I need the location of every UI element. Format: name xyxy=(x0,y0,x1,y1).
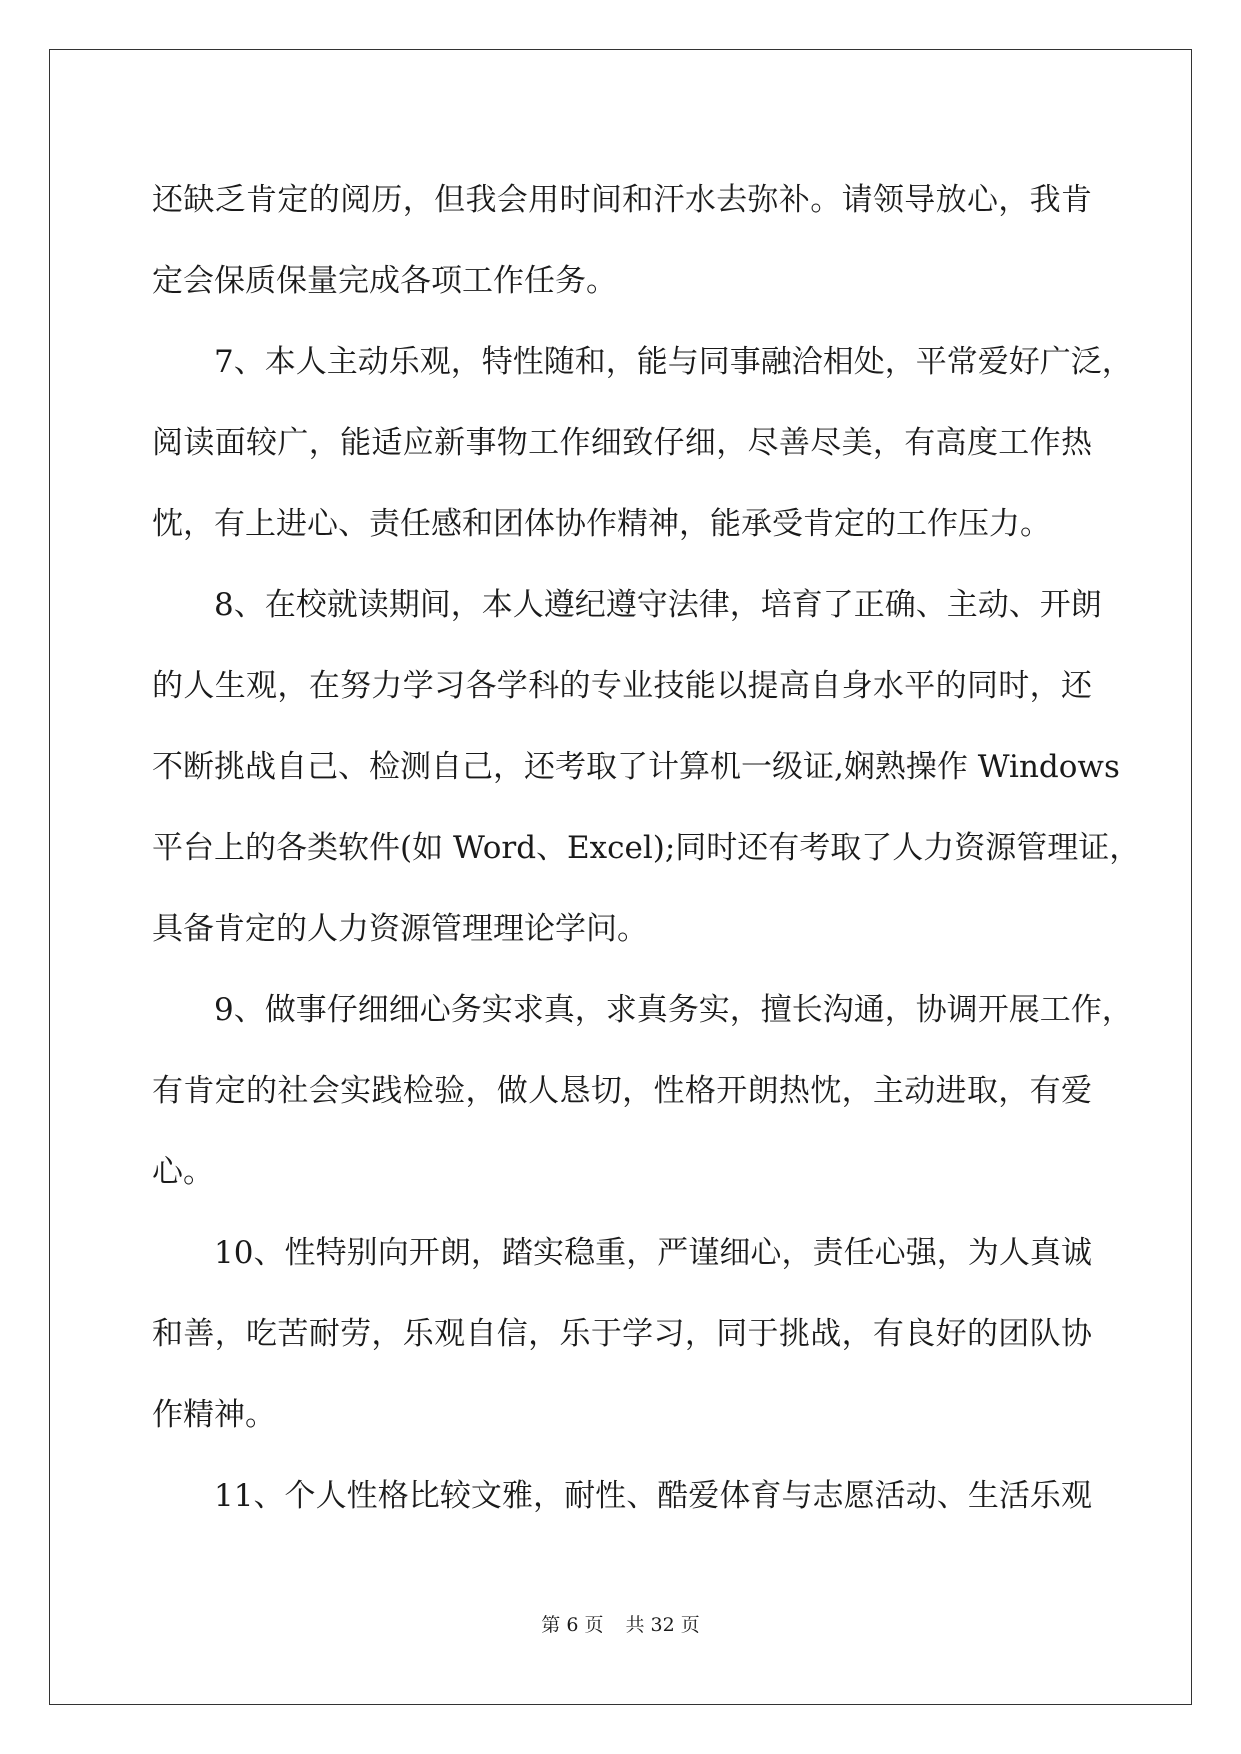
document-body xyxy=(152,160,1141,1537)
text-line: 阅读面较广，能适应新事物工作细致仔细，尽善尽美，有高度工作热 xyxy=(152,425,1092,461)
page-number: 第 6 页 xyxy=(541,1614,604,1636)
text-line: 7、本人主动乐观，特性随和，能与同事融洽相处，平常爱好广泛， xyxy=(214,344,1133,380)
paragraph xyxy=(152,1213,1092,1456)
paragraph xyxy=(152,160,1092,322)
paragraph xyxy=(152,970,1133,1213)
text-line: 平台上的各类软件(如 Word、Excel);同时还有考取了人力资源管理证， xyxy=(152,830,1141,866)
text-line: 和善，吃苦耐劳，乐观自信，乐于学习，同于挑战，有良好的团队协 xyxy=(152,1316,1092,1352)
text-line: 9、做事仔细细心务实求真，求真务实，擅长沟通，协调开展工作， xyxy=(214,992,1133,1028)
text-line: 作精神。 xyxy=(152,1397,276,1433)
text-line: 不断挑战自己、检测自己，还考取了计算机一级证,娴熟操作 Windows xyxy=(152,749,1120,785)
text-line: 11、个人性格比较文雅，耐性、酷爱体育与志愿活动、生活乐观 xyxy=(214,1478,1092,1514)
text-line: 的人生观，在努力学习各学科的专业技能以提高自身水平的同时，还 xyxy=(152,668,1092,704)
text-line: 具备肯定的人力资源管理理论学问。 xyxy=(152,911,648,947)
paragraph xyxy=(152,1456,1092,1537)
text-line: 8、在校就读期间，本人遵纪遵守法律，培育了正确、主动、开朗 xyxy=(214,587,1102,623)
paragraph xyxy=(152,565,1141,970)
text-line: 忱，有上进心、责任感和团体协作精神，能承受肯定的工作压力。 xyxy=(152,506,1051,542)
text-line: 定会保质保量完成各项工作任务。 xyxy=(152,263,617,299)
text-line: 还缺乏肯定的阅历，但我会用时间和汗水去弥补。请领导放心，我肯 xyxy=(152,182,1092,218)
text-line: 心。 xyxy=(152,1154,214,1190)
page-footer xyxy=(0,1610,1241,1637)
page-total: 共 32 页 xyxy=(625,1614,700,1636)
paragraph xyxy=(152,322,1133,565)
text-line: 有肯定的社会实践检验，做人恳切，性格开朗热忱，主动进取，有爱 xyxy=(152,1073,1092,1109)
text-line: 10、性特别向开朗，踏实稳重，严谨细心，责任心强，为人真诚 xyxy=(214,1235,1092,1271)
